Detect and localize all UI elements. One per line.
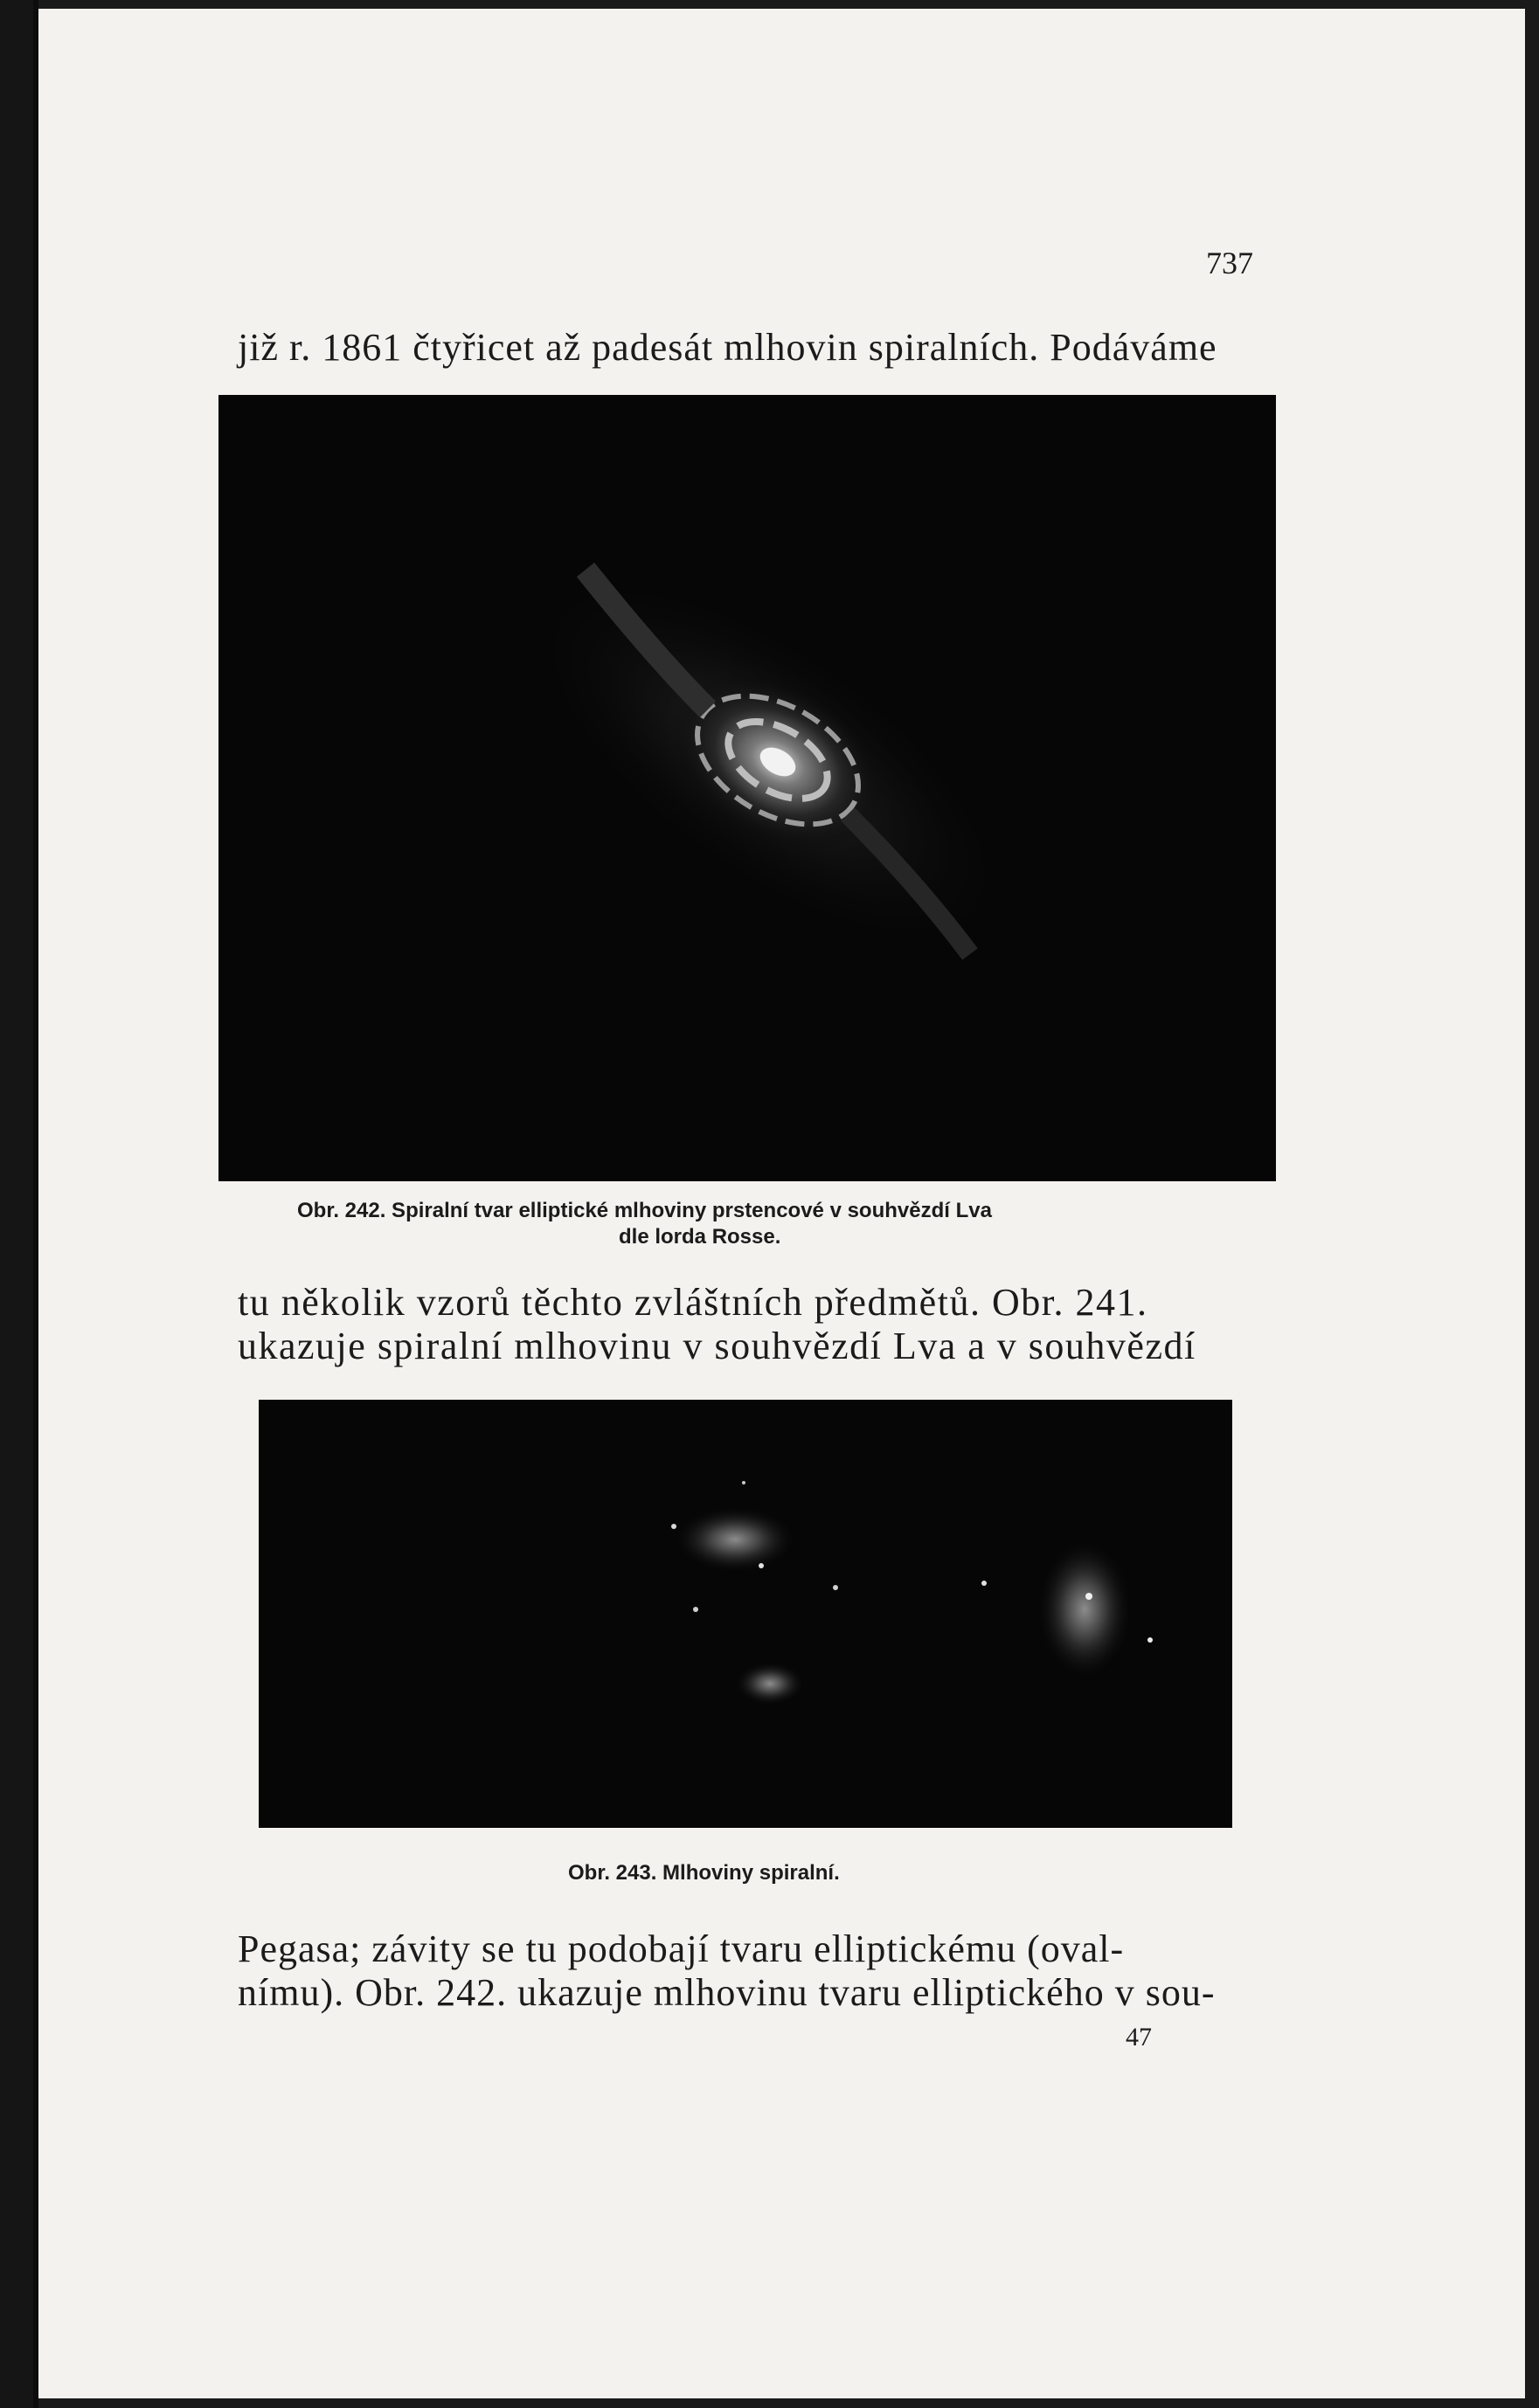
figure-spiral-nebulae-photo	[259, 1400, 1232, 1828]
page-gutter	[33, 0, 38, 2408]
spiral-nebulae-image	[259, 1400, 1232, 1828]
paragraph-line: již r. 1861 čtyřicet až padesát mlhovin spiralních. Podáváme	[238, 326, 1217, 369]
figure-caption: Obr. 242. Spiralní tvar elliptické mlhoviny prstencové v souhvězdí Lva	[297, 1199, 992, 1222]
paragraph-line: nímu). Obr. 242. ukazuje mlhovinu tvaru elliptického v sou-	[238, 1971, 1216, 2014]
figure-caption: Obr. 243. Mlhoviny spiralní.	[568, 1861, 840, 1885]
figure-caption-continued: dle lorda Rosse.	[619, 1225, 781, 1249]
signature-mark: 47	[1126, 2023, 1152, 2052]
figure-spiral-nebula-photo	[218, 395, 1276, 1181]
page-number: 737	[1206, 246, 1253, 280]
book-spine-shadow	[0, 0, 35, 2408]
paragraph-line: tu několik vzorů těchto zvláštních předmětů. Obr. 241.	[238, 1281, 1148, 1324]
paragraph-line: ukazuje spiralní mlhovinu v souhvězdí Lva a v souhvězdí	[238, 1325, 1196, 1367]
spiral-nebula-image	[218, 395, 1276, 1181]
paragraph-line: Pegasa; závity se tu podobají tvaru elliptickému (oval-	[238, 1927, 1125, 1970]
